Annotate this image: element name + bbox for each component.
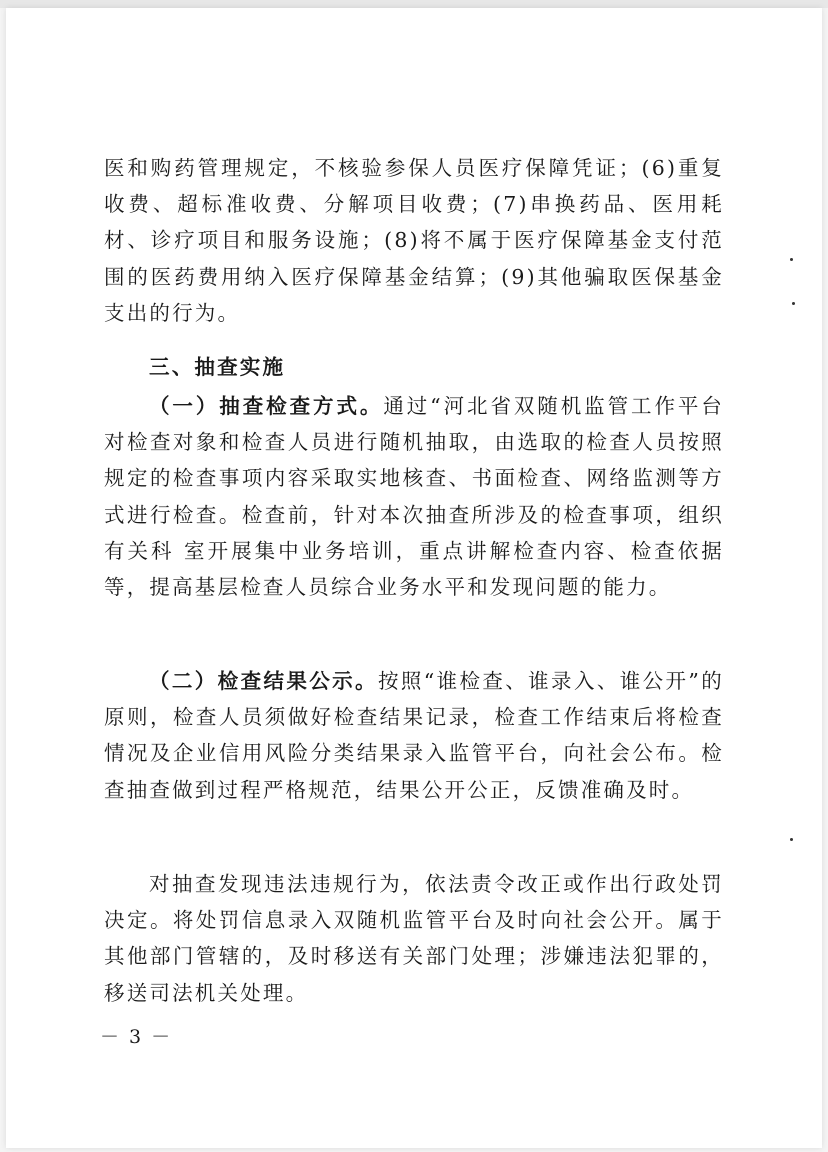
top-border [0,0,828,8]
paragraph-violation-handling: 对抽查发现违法违规行为，依法责令改正或作出行政处罚决定。将处罚信息录入双随机监管平台及时向社会公开。属于其他部门管辖的，及时移送有关部门处理；涉嫌违法犯罪的，移送司法机关处理。 [104,872,724,1005]
page-number: － 3 － [100,1026,173,1048]
subsection-1-text: 通过“河北省双随机监管工作平台对检查对象和检查人员进行随机抽取，由选取的检查人员按照规定的检查事项内容采取实地核查、书面检查、网络监测等方式进行检查。检查前，针对本次抽查所涉及的检查事项，组织有关科 室开展集中业务培训，重点讲解检查内容、检查依据等，提高基层检查人员综合业务水平和发现问题的能力。 [104,394,725,600]
subsection-2-label: （二）检查结果公示。 [149,669,378,693]
section-heading: 三、抽查实施 [149,355,286,379]
paragraph-continued: 医和购药管理规定，不核验参保人员医疗保障凭证；(6)重复收费、超标准收费、分解项目收费；(7)串换药品、医用耗材、诊疗项目和服务设施；(8)将不属于医疗保障基金支付范围的医药费用纳入医疗保障基金结算；(9)其他骗取医保基金支出的行为。 [104,156,724,325]
subsection-result-publication [104,663,724,808]
scan-speck [792,302,795,305]
subsection-2-text: 按照“谁检查、谁录入、谁公开”的原则，检查人员须做好检查结果记录，检查工作结束后将检查情况及企业信用风险分类结果录入监管平台，向社会公布。检查抽查做到过程严格规范，结果公开公正，反馈准确及时。 [104,669,724,802]
scan-speck [790,838,793,841]
subsection-inspection-method [104,388,724,605]
subsection-1-label: （一）抽查检查方式。 [149,394,384,418]
scan-speck [790,258,793,261]
